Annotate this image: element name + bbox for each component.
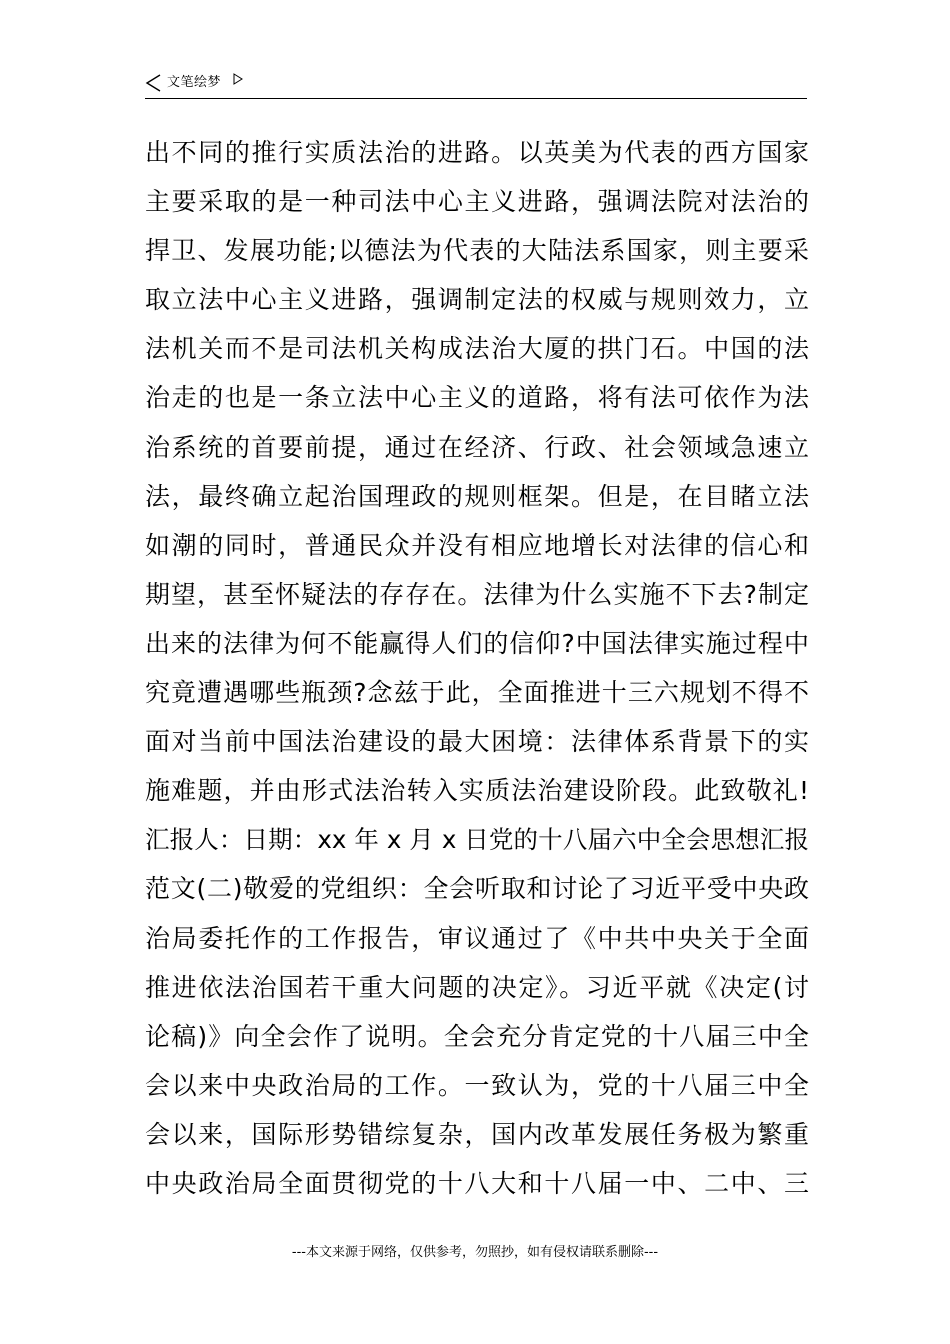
body-line: 推进依法治国若干重大问题的决定》。习近平就《决定(讨 [145,972,809,1002]
body-line: 治局委托作的工作报告，审议通过了《中共中央关于全面 [145,923,809,953]
body-line: 究竟遭遇哪些瓶颈?念兹于此，全面推进十三六规划不得不 [145,678,809,708]
body-line: 施难题，并由形式法治转入实质法治建设阶段。此致敬礼! [145,776,809,806]
body-line: 治系统的首要前提，通过在经济、行政、社会领域急速立 [145,432,809,462]
body-line: 如潮的同时，普通民众并没有相应地增长对法律的信心和 [145,530,809,560]
body-line: 取立法中心主义进路，强调制定法的权威与规则效力，立 [145,285,809,315]
body-line: 汇报人：日期：xx 年 x 月 x 日党的十八届六中全会思想汇报 [145,825,809,855]
triangle-right-icon [233,73,243,85]
header-title: 文笔绘梦 [167,75,222,90]
body-line: 会以来中央政治局的工作。一致认为，党的十八届三中全 [145,1070,809,1100]
footer-disclaimer: ---本文来源于网络，仅供参考，勿照抄，如有侵权请联系删除--- [291,1245,659,1260]
body-line: 面对当前中国法治建设的最大困境：法律体系背景下的实 [145,727,809,757]
body-line: 出不同的推行实质法治的进路。以英美为代表的西方国家 [145,138,809,167]
body-line: 主要采取的是一种司法中心主义进路，强调法院对法治的 [145,187,809,217]
triangle-left-icon [145,73,163,93]
body-line: 范文(二)敬爱的党组织：全会听取和讨论了习近平受中央政 [145,874,809,904]
body-line: 治走的也是一条立法中心主义的道路，将有法可依作为法 [145,383,809,413]
page-header [145,72,807,99]
body-line: 出来的法律为何不能赢得人们的信仰?中国法律实施过程中 [145,628,809,658]
body-line: 期望，甚至怀疑法的存存在。法律为什么实施不下去?制定 [145,579,809,609]
body-line: 论稿)》向全会作了说明。全会充分肯定党的十八届三中全 [145,1021,809,1051]
body-line: 会以来，国际形势错综复杂，国内改革发展任务极为繁重 [145,1119,809,1149]
body-line: 捍卫、发展功能;以德法为代表的大陆法系国家，则主要采 [145,236,809,266]
body-line: 法，最终确立起治国理政的规则框架。但是，在目睹立法 [145,481,809,511]
document-body [145,128,809,1208]
body-line: 法机关而不是司法机关构成法治大厦的拱门石。中国的法 [145,334,809,364]
body-line: 中央政治局全面贯彻党的十八大和十八届一中、二中、三 [145,1168,809,1198]
